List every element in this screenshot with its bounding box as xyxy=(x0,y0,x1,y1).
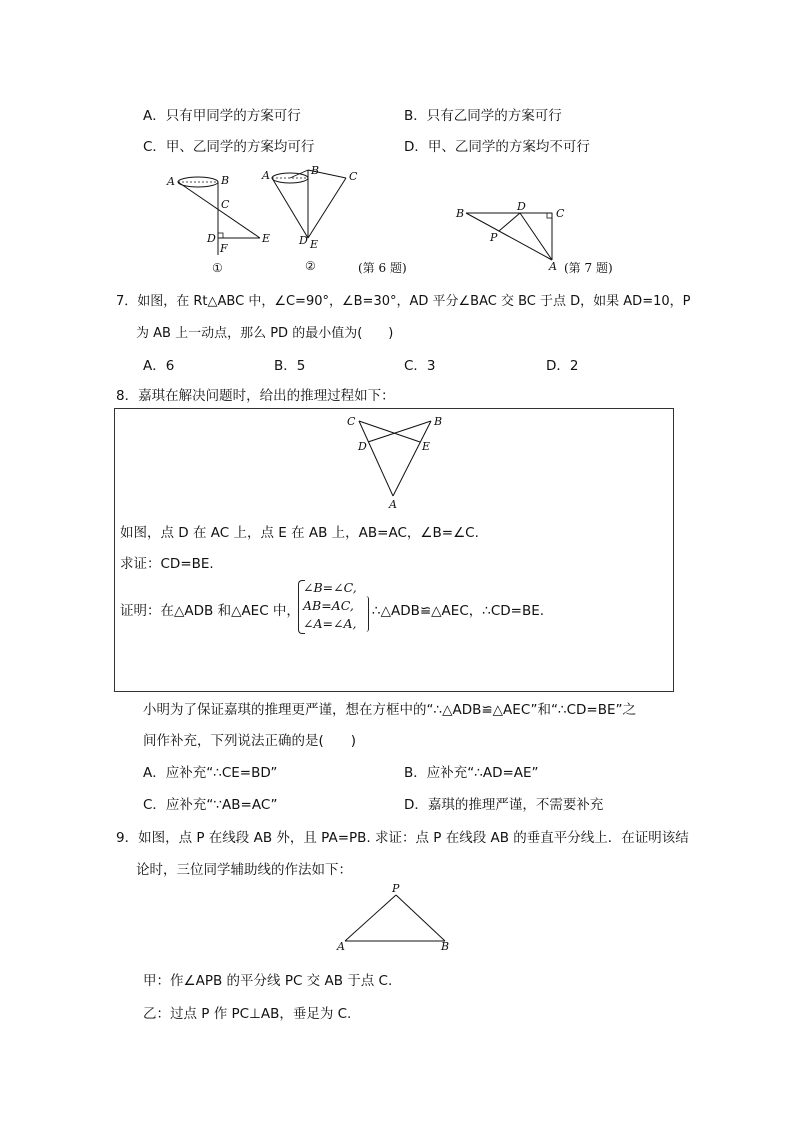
q9-stem-line1: 9．如图，点 P 在线段 AB 外，且 PA=PB. 求证：点 P 在线段 AB 的垂直平分线上．在证明该结 xyxy=(116,830,689,846)
fig9-label-a: A xyxy=(337,940,345,953)
q8-figure xyxy=(330,412,460,512)
q6-option-d: D．甲、乙同学的方案均不可行 xyxy=(404,139,590,155)
fig2-label-e: E xyxy=(310,238,319,251)
q9-stem-line2: 论时，三位同学辅助线的作法如下： xyxy=(136,862,352,878)
q6-option-c: C．甲、乙同学的方案均可行 xyxy=(143,139,315,155)
q6-option-b: B．只有乙同学的方案可行 xyxy=(404,108,562,124)
fig1-label-c: C xyxy=(221,198,230,211)
q6-figure-1 xyxy=(166,174,270,275)
q7-figure xyxy=(455,200,565,273)
fig1-label-d: D xyxy=(207,232,216,245)
fig2-label-b: B xyxy=(311,164,320,177)
q7-option-d: D．2 xyxy=(546,358,579,374)
q7-stem-line2: 为 AB 上一动点，那么 PD 的最小值为( ) xyxy=(136,326,394,341)
fig2-label-a: A xyxy=(262,169,270,182)
fig8-label-d: D xyxy=(358,440,367,453)
q8-proof-cond3: ∠A=∠A, xyxy=(303,616,357,631)
fig7-label-c: C xyxy=(556,207,565,220)
fig2-label-c: C xyxy=(349,170,358,183)
q8-right-brace xyxy=(364,596,369,632)
q7-option-a: A．6 xyxy=(143,358,175,374)
fig8-label-a: A xyxy=(389,498,397,511)
q6-figure-label: (第 6 题) xyxy=(358,261,407,275)
fig1-label-b: B xyxy=(221,174,230,187)
q7-stem-line1: 7．如图，在 Rt△ABC 中，∠C=90°，∠B=30°，AD 平分∠BAC 交 BC 于点 D，如果 AD=10，P xyxy=(116,294,691,309)
fig9-label-p: P xyxy=(392,882,400,895)
q8-stem: 8．嘉琪在解决问题时，给出的推理过程如下： xyxy=(116,388,395,404)
fig1-caption: ① xyxy=(212,261,223,275)
q9-method-jia: 甲：作∠APB 的平分线 PC 交 AB 于点 C. xyxy=(143,973,393,989)
q8-proof-cond2: AB=AC, xyxy=(303,598,354,613)
fig7-label-a: A xyxy=(549,260,557,273)
fig8-label-b: B xyxy=(434,415,443,428)
fig7-label-p: P xyxy=(490,231,498,244)
fig1-label-e: E xyxy=(262,232,271,245)
fig7-label-d: D xyxy=(517,200,526,213)
fig8-label-e: E xyxy=(422,440,431,453)
q8-proof-prefix: 证明：在△ADB 和△AEC 中， xyxy=(120,603,300,619)
q8-option-b: B．应补充“∴AD=AE” xyxy=(404,765,539,781)
fig7-label-b: B xyxy=(456,207,465,220)
q8-option-d: D．嘉琪的推理严谨，不需要补充 xyxy=(404,797,604,813)
q6-figure-2 xyxy=(261,164,358,273)
fig2-label-d: D xyxy=(299,234,308,247)
q8-option-c: C．应补充“∵AB=AC” xyxy=(143,797,278,813)
q8-proof-conclusion: ∴△ADB≌△AEC，∴CD=BE. xyxy=(372,603,545,619)
q7-option-b: B．5 xyxy=(274,358,306,374)
q8-option-a: A．应补充“∴CE=BD” xyxy=(143,765,278,781)
q8-box-line1: 如图，点 D 在 AC 上，点 E 在 AB 上，AB=AC，∠B=∠C. xyxy=(120,525,479,541)
q8-proof-cond1: ∠B=∠C, xyxy=(303,580,357,595)
fig9-label-b: B xyxy=(441,940,450,953)
q8-box-line2: 求证：CD=BE. xyxy=(120,556,214,572)
q7-figure-label: (第 7 题) xyxy=(564,261,613,275)
fig1-label-a: A xyxy=(167,175,175,188)
q8-follow-line1: 小明为了保证嘉琪的推理更严谨，想在方框中的“∴△ADB≌△AEC”和“∴CD=BE”之 xyxy=(143,702,636,718)
fig8-label-c: C xyxy=(347,415,356,428)
q8-follow-line2: 间作补充，下列说法正确的是( ) xyxy=(143,733,357,749)
fig1-label-f: F xyxy=(220,242,228,255)
fig2-caption: ② xyxy=(305,259,316,273)
q6-option-a: A．只有甲同学的方案可行 xyxy=(143,108,301,124)
q9-figure xyxy=(330,882,460,954)
q6-q7-figures xyxy=(0,160,794,280)
q9-method-yi: 乙：过点 P 作 PC⊥AB，垂足为 C. xyxy=(143,1006,352,1022)
q7-option-c: C．3 xyxy=(404,358,436,374)
